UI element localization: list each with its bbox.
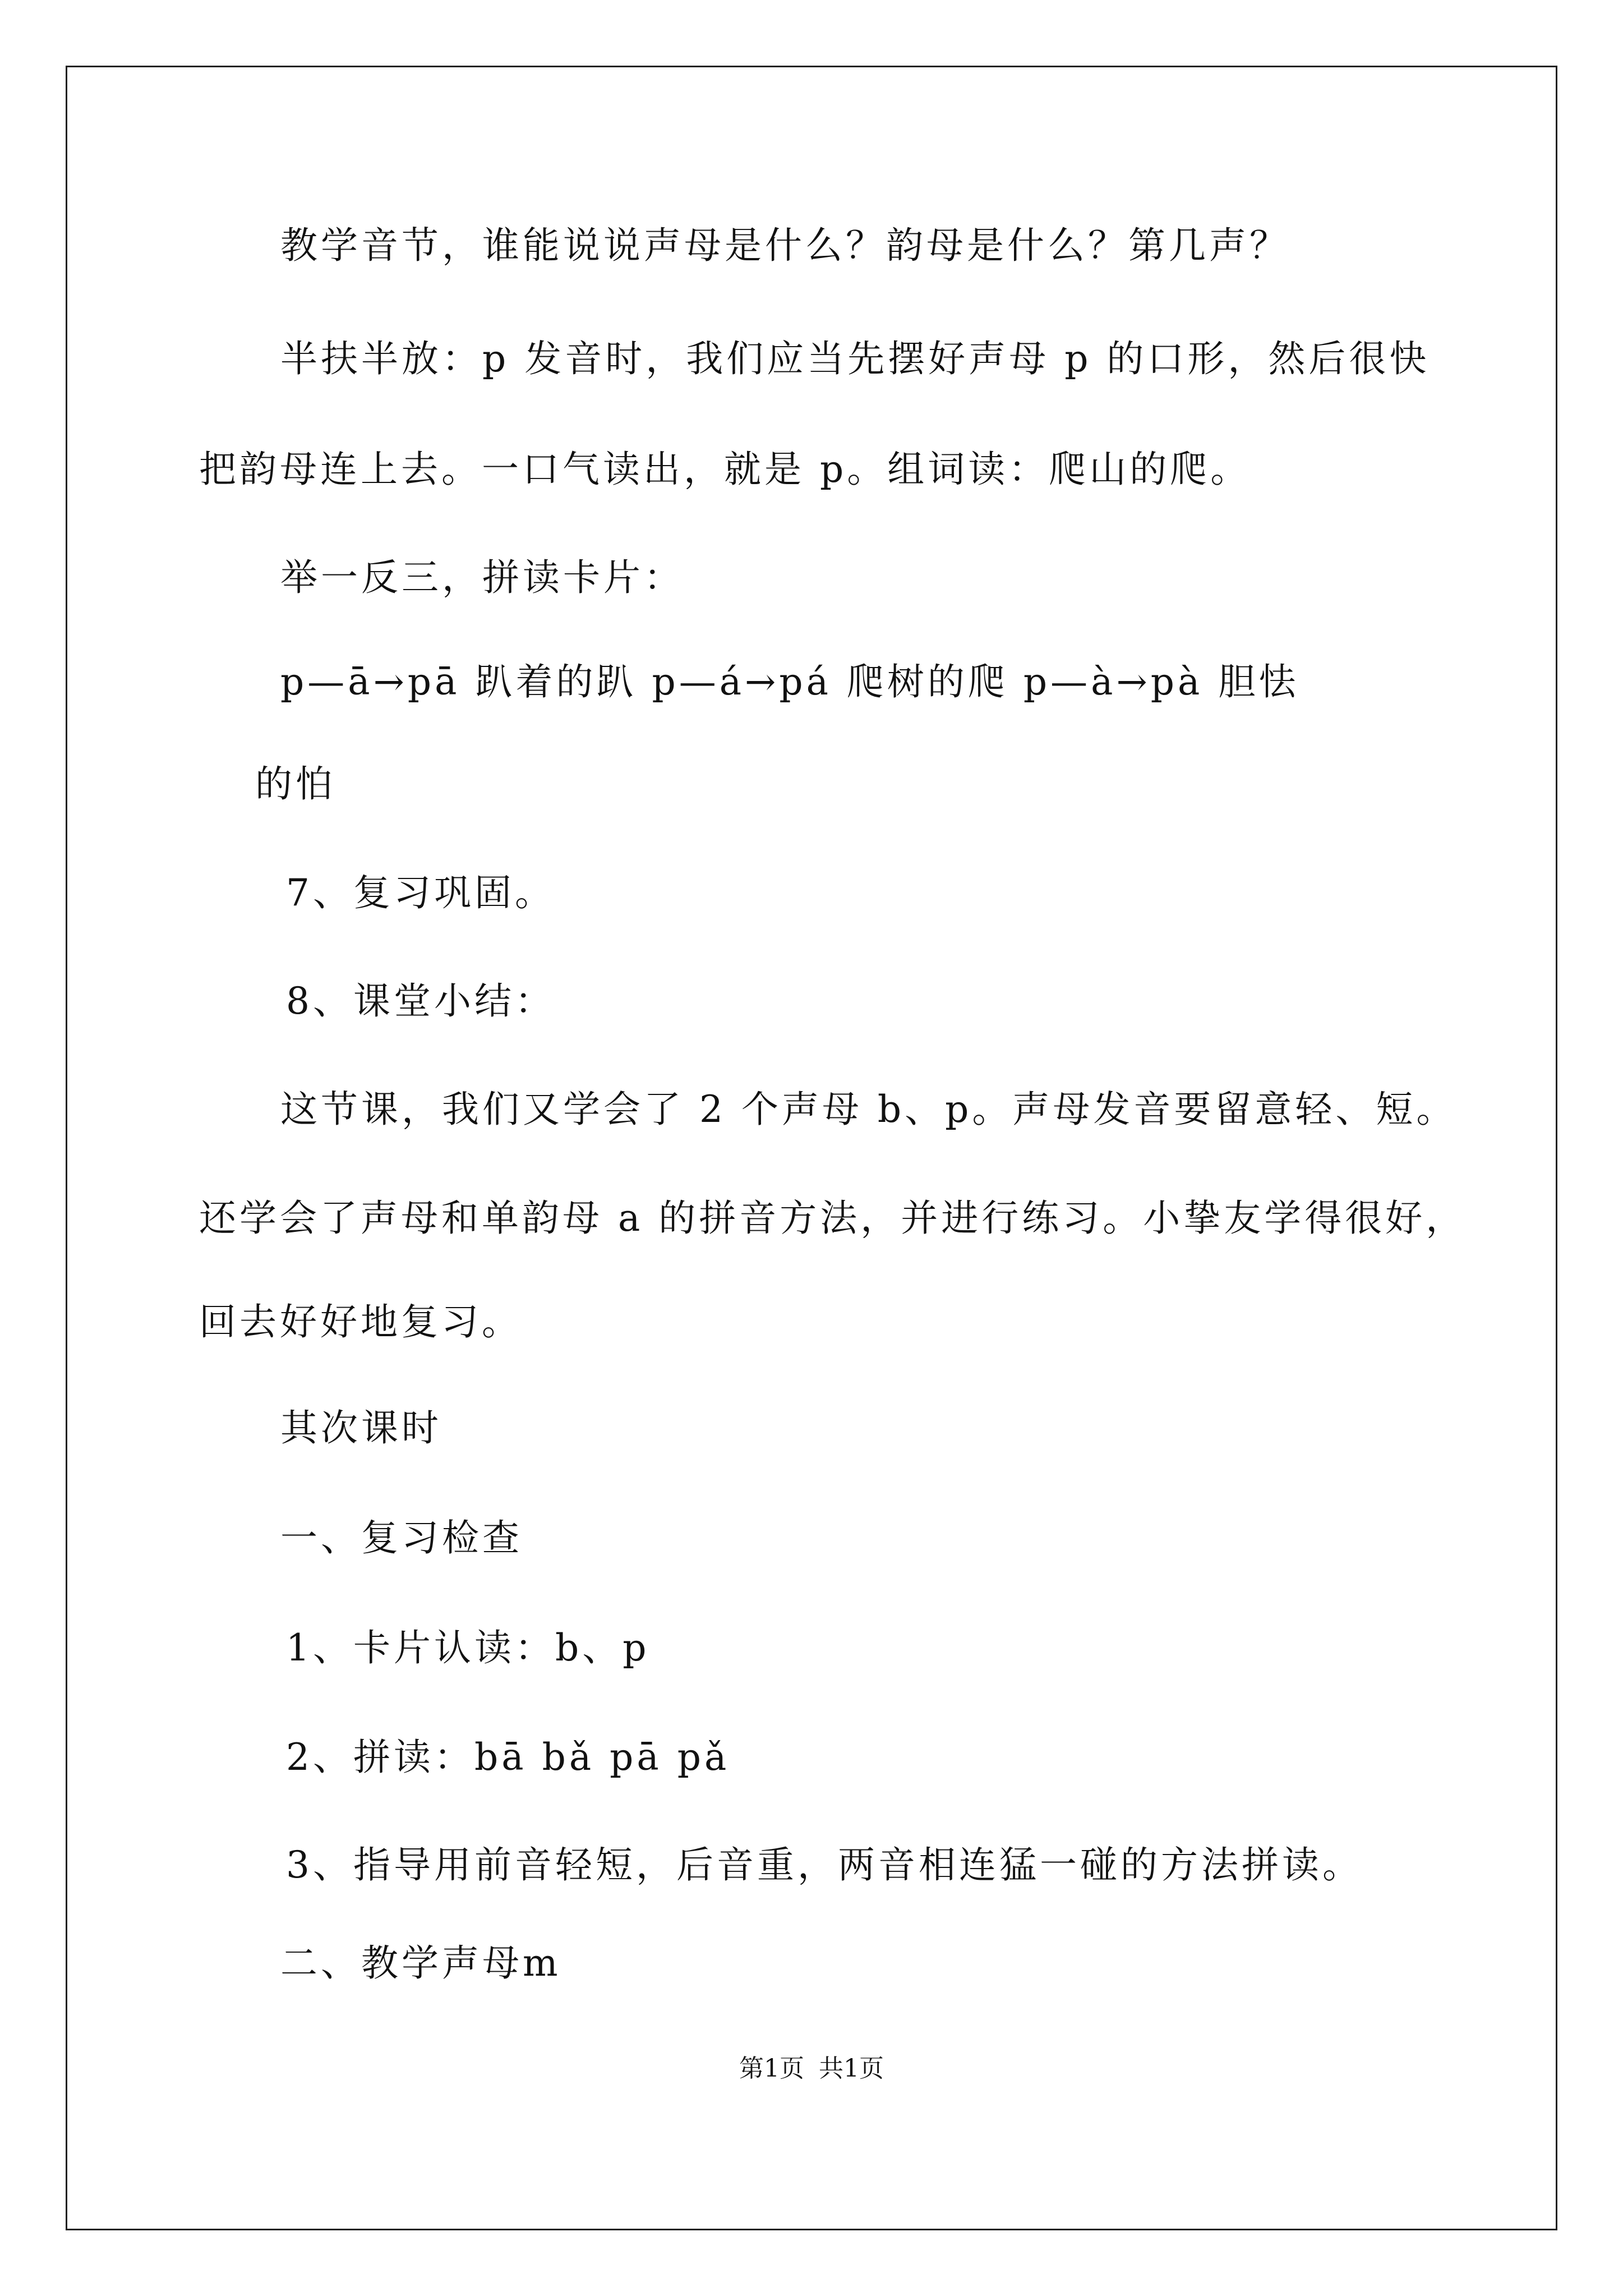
- paragraph-line-5: p—ā→pā 趴着的趴 p—á→pá 爬树的爬 p—à→pà 胆怯: [280, 660, 1299, 703]
- paragraph-line-9: 这节课，我们又学会了 2 个声母 b、p。声母发音要留意轻、短。: [280, 1088, 1457, 1131]
- paragraph-line-12: 其次课时: [280, 1406, 442, 1450]
- paragraph-line-6: 的怕: [255, 762, 336, 806]
- paragraph-line-2: 半扶半放：p 发音时，我们应当先摆好声母 p 的口形，然后很快: [280, 337, 1430, 380]
- paragraph-line-4: 举一反三，拼读卡片：: [280, 556, 684, 599]
- paragraph-line-16: 3、指导用前音轻短，后音重，两音相连猛一碰的方法拼读。: [286, 1843, 1363, 1887]
- paragraph-line-10: 还学会了声母和单韵母 a 的拼音方法，并进行练习。小挚友学得很好，: [199, 1197, 1467, 1240]
- paragraph-line-17: 二、教学声母m: [280, 1941, 561, 1985]
- page-total: 共1页: [819, 2054, 884, 2083]
- paragraph-line-11: 回去好好地复习。: [199, 1300, 522, 1343]
- paragraph-line-14: 1、卡片认读：b、p: [286, 1626, 650, 1669]
- paragraph-line-15: 2、拼读：bā bǎ pā pǎ: [286, 1736, 730, 1779]
- paragraph-line-7: 7、复习巩固。: [286, 871, 555, 914]
- paragraph-line-1: 教学音节，谁能说说声母是什么？韵母是什么？第几声？: [280, 224, 1290, 267]
- page-footer: [0, 2053, 1623, 2085]
- page-number: 第1页: [739, 2054, 804, 2083]
- paragraph-line-13: 一、复习检查: [280, 1516, 523, 1559]
- paragraph-line-3: 把韵母连上去。一口气读出，就是 p。组词读：爬山的爬。: [199, 448, 1251, 491]
- paragraph-line-8: 8、课堂小结：: [286, 979, 555, 1023]
